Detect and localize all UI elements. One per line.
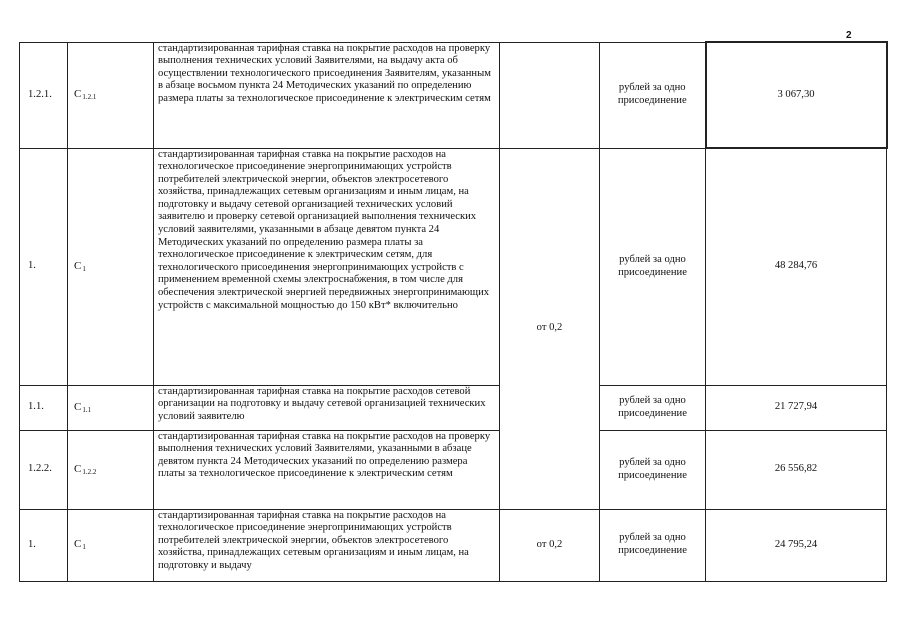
unit-of-measure: рублей за одно присоединение [600, 42, 706, 148]
tariff-table [19, 41, 888, 582]
row-number: 1.2.1. [20, 42, 68, 148]
rate-symbol-letter: C [74, 88, 82, 101]
table-row [20, 509, 887, 581]
rate-symbol [68, 385, 154, 430]
power-range: от 0,2 [500, 509, 600, 581]
rate-value: 48 284,76 [706, 148, 887, 385]
rate-value: 3 067,30 [706, 42, 887, 148]
rate-symbol-subscript: 1.2.1 [82, 93, 97, 102]
row-number: 1.1. [20, 385, 68, 430]
rate-description: стандартизированная тарифная ставка на покрытие расходов на проверку выполнения технических условий Заявителями, указанными в абзаце девятом пункта 24 Методических указаний по определению размера платы за технологическое присоединение к электрическим сетям [154, 430, 500, 509]
rate-value: 26 556,82 [706, 430, 887, 509]
rate-symbol-letter: C [74, 462, 82, 475]
unit-of-measure: рублей за одно присоединение [600, 385, 706, 430]
rate-value: 21 727,94 [706, 385, 887, 430]
unit-of-measure: рублей за одно присоединение [600, 509, 706, 581]
rate-symbol [68, 42, 154, 148]
rate-symbol [68, 430, 154, 509]
power-range: от 0,2 [500, 148, 600, 509]
rate-description: стандартизированная тарифная ставка на покрытие расходов сетевой организации на подготовку и выдачу сетевой организацией технических условий заявителю [154, 385, 500, 430]
table-row [20, 385, 887, 430]
table-row [20, 148, 887, 385]
page-number: 2 [846, 30, 852, 41]
rate-symbol-subscript: 1 [82, 264, 86, 273]
rate-symbol-letter: C [74, 259, 82, 272]
unit-of-measure: рублей за одно присоединение [600, 430, 706, 509]
power-range [500, 42, 600, 148]
unit-of-measure: рублей за одно присоединение [600, 148, 706, 385]
rate-description: стандартизированная тарифная ставка на покрытие расходов на технологическое присоединение энергопринимающих устройств потребителей электрической энергии, объектов электросетевого хозяйства, принадлежащих сетевым организациям и иным лицам, на подготовку и выдачу сетевой организацией технических условий заявителю и проверку сетевой организацией выполнения технических условий заявителями, указанными в абзаце девятом пункта 24 Методических указаний по определению размера платы за технологическое присоединение к электрическим сетям, для технологического присоединения энергопринимающих устройств с применением временной схемы электроснабжения, в том числе для обеспечения электрической энергией передвижных энергопринимающих устройств с максимальной мощностью до 150 кВт* включительно [154, 148, 500, 385]
rate-symbol-subscript: 1.2.2 [82, 467, 97, 476]
rate-description: стандартизированная тарифная ставка на покрытие расходов на технологическое присоединение энергопринимающих устройств потребителей электрической энергии, объектов электросетевого хозяйства, принадлежащих сетевым организациям и иным лицам, на подготовку и выдачу [154, 509, 500, 581]
rate-symbol [68, 509, 154, 581]
row-number: 1. [20, 148, 68, 385]
table-row [20, 430, 887, 509]
rate-symbol-letter: C [74, 400, 82, 413]
rate-symbol-subscript: 1 [82, 543, 86, 552]
row-number: 1. [20, 509, 68, 581]
table-row [20, 42, 887, 148]
rate-description: стандартизированная тарифная ставка на покрытие расходов на проверку выполнения технических условий Заявителями, на выдачу акта об осуществлении технологического присоединения Заявителям, указанным в абзаце восьмом пункта 24 Методических указаний по определению размера платы за технологическое присоединение к электрическим сетям [154, 42, 500, 148]
rate-symbol [68, 148, 154, 385]
rate-symbol-subscript: 1.1 [82, 405, 92, 414]
rate-value: 24 795,24 [706, 509, 887, 581]
row-number: 1.2.2. [20, 430, 68, 509]
rate-symbol-letter: C [74, 538, 82, 551]
